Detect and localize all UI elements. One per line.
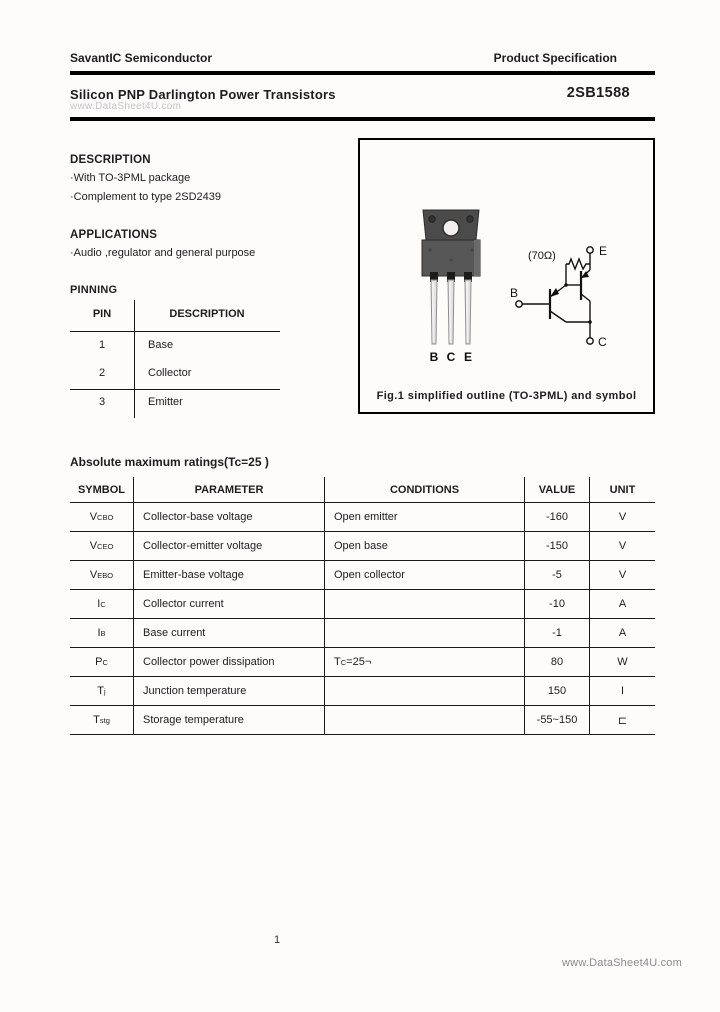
package-outline xyxy=(422,210,480,364)
unit-cell: V xyxy=(590,532,655,561)
pinning-heading: PINNING xyxy=(70,284,118,296)
resistor-label: (70Ω) xyxy=(528,250,556,262)
parameter-cell: Collector current xyxy=(134,590,325,619)
condition-cell: Open base xyxy=(325,532,525,561)
symbol-terminal-b: B xyxy=(509,286,519,300)
watermark-top: www.DataSheet4U.com xyxy=(70,101,182,112)
pin-description: Emitter xyxy=(148,396,183,408)
symbol-cell: T j xyxy=(70,677,134,706)
description-heading: DESCRIPTION xyxy=(70,154,151,166)
page-number: 1 xyxy=(274,934,281,946)
parameter-cell: Junction temperature xyxy=(134,677,325,706)
pin-col-header: DESCRIPTION xyxy=(169,308,245,320)
column-header: CONDITIONS xyxy=(325,477,525,503)
spec-label: Product Specification xyxy=(493,51,617,65)
unit-cell: A xyxy=(590,590,655,619)
parameter-cell: Collector power dissipation xyxy=(134,648,325,677)
applications-heading: APPLICATIONS xyxy=(70,229,158,241)
pin-number: 1 xyxy=(98,339,106,351)
lead-label-c: C xyxy=(446,350,456,364)
unit-cell: ⊏ xyxy=(590,706,655,735)
applications-item: ·Audio ,regulator and general purpose xyxy=(70,247,256,259)
pin-table-hline xyxy=(70,389,280,390)
screw-hole xyxy=(429,216,435,222)
part-number: 2SB1588 xyxy=(566,85,630,101)
header-rule-bottom xyxy=(70,117,655,121)
header-rule-top xyxy=(70,71,655,75)
ratings-table xyxy=(70,477,655,735)
brand-name: SavantIC Semiconductor xyxy=(70,51,213,65)
description-item: ·With TO-3PML package xyxy=(70,172,191,184)
symbol-cell: I C xyxy=(70,590,134,619)
lead-label-e: E xyxy=(463,350,473,364)
lead-label-b: B xyxy=(429,350,439,364)
parameter-cell: Emitter-base voltage xyxy=(134,561,325,590)
column-header: VALUE xyxy=(525,477,590,503)
value-cell: 150 xyxy=(525,677,590,706)
condition-cell xyxy=(325,590,525,619)
symbol-cell: V CBO xyxy=(70,503,134,532)
symbol-cell: T stg xyxy=(70,706,134,735)
figure-box xyxy=(358,138,655,414)
pin-col-header: PIN xyxy=(92,308,112,320)
value-cell: -55~150 xyxy=(525,706,590,735)
condition-cell: Open emitter xyxy=(325,503,525,532)
value-cell: -5 xyxy=(525,561,590,590)
pin-number: 2 xyxy=(98,367,106,379)
document-title: Silicon PNP Darlington Power Transistors xyxy=(70,87,336,102)
column-header: UNIT xyxy=(590,477,655,503)
condition-cell: T C =25¬ xyxy=(325,648,525,677)
symbol-cell: V EBO xyxy=(70,561,134,590)
pin-number: 3 xyxy=(98,396,106,408)
value-cell: -1 xyxy=(525,619,590,648)
condition-cell xyxy=(325,677,525,706)
unit-cell: V xyxy=(590,503,655,532)
pin-description: Collector xyxy=(148,367,192,379)
ratings-heading: Absolute maximum ratings(Tc=25 ) xyxy=(70,455,269,469)
pin-table-hline xyxy=(70,331,280,332)
parameter-cell: Base current xyxy=(134,619,325,648)
watermark-bottom: www.DataSheet4U.com xyxy=(562,957,682,969)
unit-cell: A xyxy=(590,619,655,648)
parameter-cell: Collector-base voltage xyxy=(134,503,325,532)
package-leads xyxy=(431,280,471,344)
column-header: PARAMETER xyxy=(134,477,325,503)
mounting-hole xyxy=(443,220,459,236)
value-cell: -150 xyxy=(525,532,590,561)
symbol-cell: I B xyxy=(70,619,134,648)
parameter-cell: Storage temperature xyxy=(134,706,325,735)
value-cell: 80 xyxy=(525,648,590,677)
condition-cell xyxy=(325,619,525,648)
unit-cell: V xyxy=(590,561,655,590)
figure-caption: Fig.1 simplified outline (TO-3PML) and symbol xyxy=(376,390,637,402)
value-cell: -160 xyxy=(525,503,590,532)
symbol-terminal-e: E xyxy=(599,244,608,258)
condition-cell xyxy=(325,706,525,735)
figure-drawing xyxy=(360,140,653,380)
unit-cell: W xyxy=(590,648,655,677)
condition-cell: Open collector xyxy=(325,561,525,590)
pin-description: Base xyxy=(148,339,174,351)
pinning-table xyxy=(70,300,280,420)
unit-cell: I xyxy=(590,677,655,706)
description-item: ·Complement to type 2SD2439 xyxy=(70,191,222,203)
symbol-cell: V CEO xyxy=(70,532,134,561)
symbol-terminal-c: C xyxy=(598,335,607,349)
parameter-cell: Collector-emitter voltage xyxy=(134,532,325,561)
symbol-cell: P C xyxy=(70,648,134,677)
value-cell: -10 xyxy=(525,590,590,619)
screw-hole xyxy=(467,216,473,222)
column-header: SYMBOL xyxy=(70,477,134,503)
